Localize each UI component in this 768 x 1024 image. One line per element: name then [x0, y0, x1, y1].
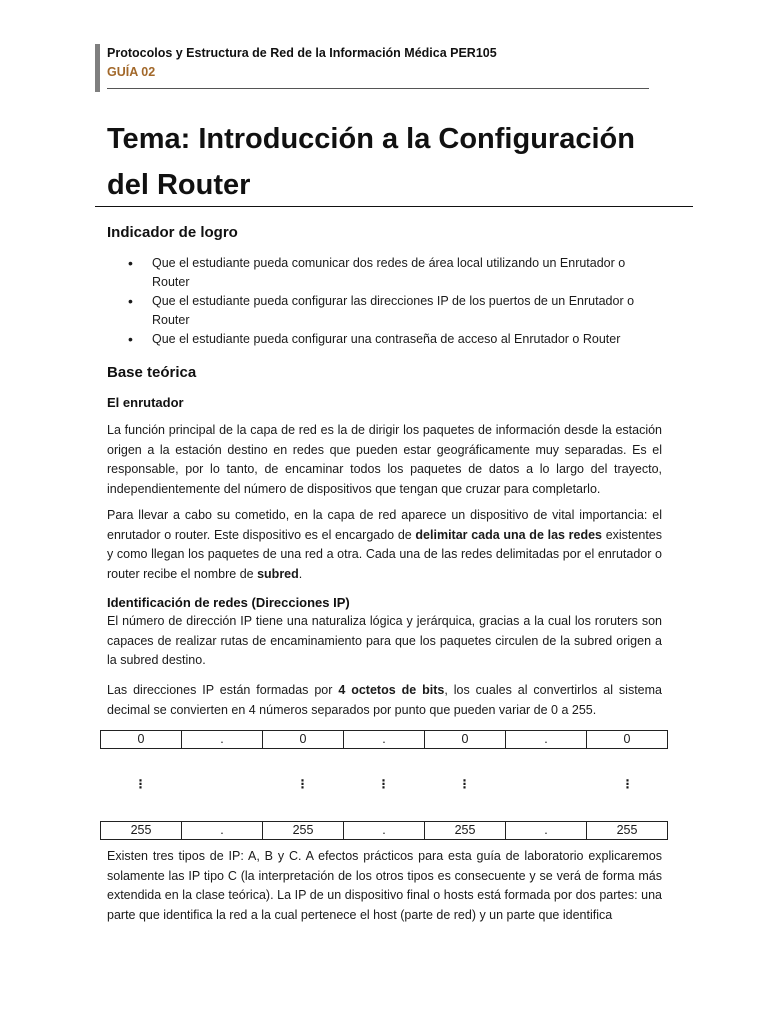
table-row — [101, 822, 668, 840]
table-cell: . — [506, 822, 587, 840]
course-title: Protocolos y Estructura de Red de la Información Médica PER105 — [107, 46, 497, 60]
table-cell: . — [182, 731, 263, 749]
table-row — [101, 731, 668, 749]
ip-paragraph-2: Las direcciones IP están formadas por 4 octetos de bits, los cuales al convertirlos al sistema decimal se convierten en 4 números separados por punto que pueden variar de 0 a 255. — [107, 683, 662, 717]
ip-paragraph-1: El número de dirección IP tiene una naturaliza lógica y jerárquica, gracias a la cual los roruters son capaces de realizar rutas de encaminamiento para que los paquetes circulen de la subred origen a la subred destino. — [107, 614, 662, 667]
table-cell: . — [344, 731, 425, 749]
vertical-ellipsis: ⋮ — [621, 777, 634, 791]
table-cell: 255 — [425, 822, 506, 840]
enrutador-paragraph-1: La función principal de la capa de red es la de dirigir los paquetes de información desde la estación origen a la estación destino en redes que pueden estar geográficamente muy separadas. Es el responsable, por lo tanto, de encaminar todos los paquetes de datos a lo largo del trayecto, independientemente del número de dispositivos que tengan que cruzar para completarlo. — [107, 423, 662, 496]
vertical-ellipsis: ⋮ — [377, 777, 390, 791]
enrutador-subheading: El enrutador — [107, 395, 184, 410]
page-title-line-2: del Router — [107, 169, 251, 201]
title-divider — [95, 206, 693, 207]
table-cell: 255 — [101, 822, 182, 840]
indicador-heading: Indicador de logro — [107, 224, 238, 241]
table-cell: 0 — [263, 731, 344, 749]
ip-max-table — [100, 821, 668, 840]
header-accent-bar — [95, 44, 100, 92]
base-heading: Base teórica — [107, 364, 197, 381]
list-item: • Que el estudiante pueda comunicar dos redes de área local utilizando un Enrutador o Router — [126, 254, 666, 292]
ip-paragraph-3: Existen tres tipos de IP: A, B y C. A efectos prácticos para esta guía de laboratorio explicaremos solamente las IP tipo C (la interpretación de los otros tipos es consecuente y se verá de forma más extendida en la clase teórica). La IP de un dispositivo final o hosts está formada por dos partes: una parte que identifica la red a la cual pertenece el host (parte de red) y un parte que identifica — [107, 849, 662, 922]
list-item: • Que el estudiante pueda configurar una contraseña de acceso al Enrutador o Router — [126, 330, 666, 349]
ip-min-table — [100, 730, 668, 749]
page-title — [107, 116, 687, 208]
page-title-line-1: Tema: Introducción a la Configuración — [107, 123, 635, 155]
table-cell: . — [506, 731, 587, 749]
vertical-ellipsis: ⋮ — [296, 777, 309, 791]
list-item: • Que el estudiante pueda configurar las direcciones IP de los puertos de un Enrutador o Router — [126, 292, 666, 330]
indicador-list — [126, 254, 666, 349]
vertical-ellipsis: ⋮ — [458, 777, 471, 791]
table-cell: 255 — [587, 822, 668, 840]
table-cell: . — [344, 822, 425, 840]
enrutador-paragraph-2: Para llevar a cabo su cometido, en la capa de red aparece un dispositivo de vital importancia: el enrutador o router. Este dispositivo es el encargado de delimitar cada una de las redes existentes y como llegan los paquetes de una red a otra. Cada una de las redes delimitadas por el enrutador o router recibe el nombre de subred. — [107, 508, 662, 581]
ip-heading: Identificación de redes (Direcciones IP) — [107, 595, 350, 610]
vertical-ellipsis: ⋮ — [134, 777, 147, 791]
header-divider — [107, 88, 649, 89]
guide-number: GUÍA 02 — [107, 65, 156, 79]
ellipsis-row — [100, 776, 668, 792]
table-cell: 255 — [263, 822, 344, 840]
table-cell: 0 — [587, 731, 668, 749]
table-cell: . — [182, 822, 263, 840]
table-cell: 0 — [101, 731, 182, 749]
table-cell: 0 — [425, 731, 506, 749]
